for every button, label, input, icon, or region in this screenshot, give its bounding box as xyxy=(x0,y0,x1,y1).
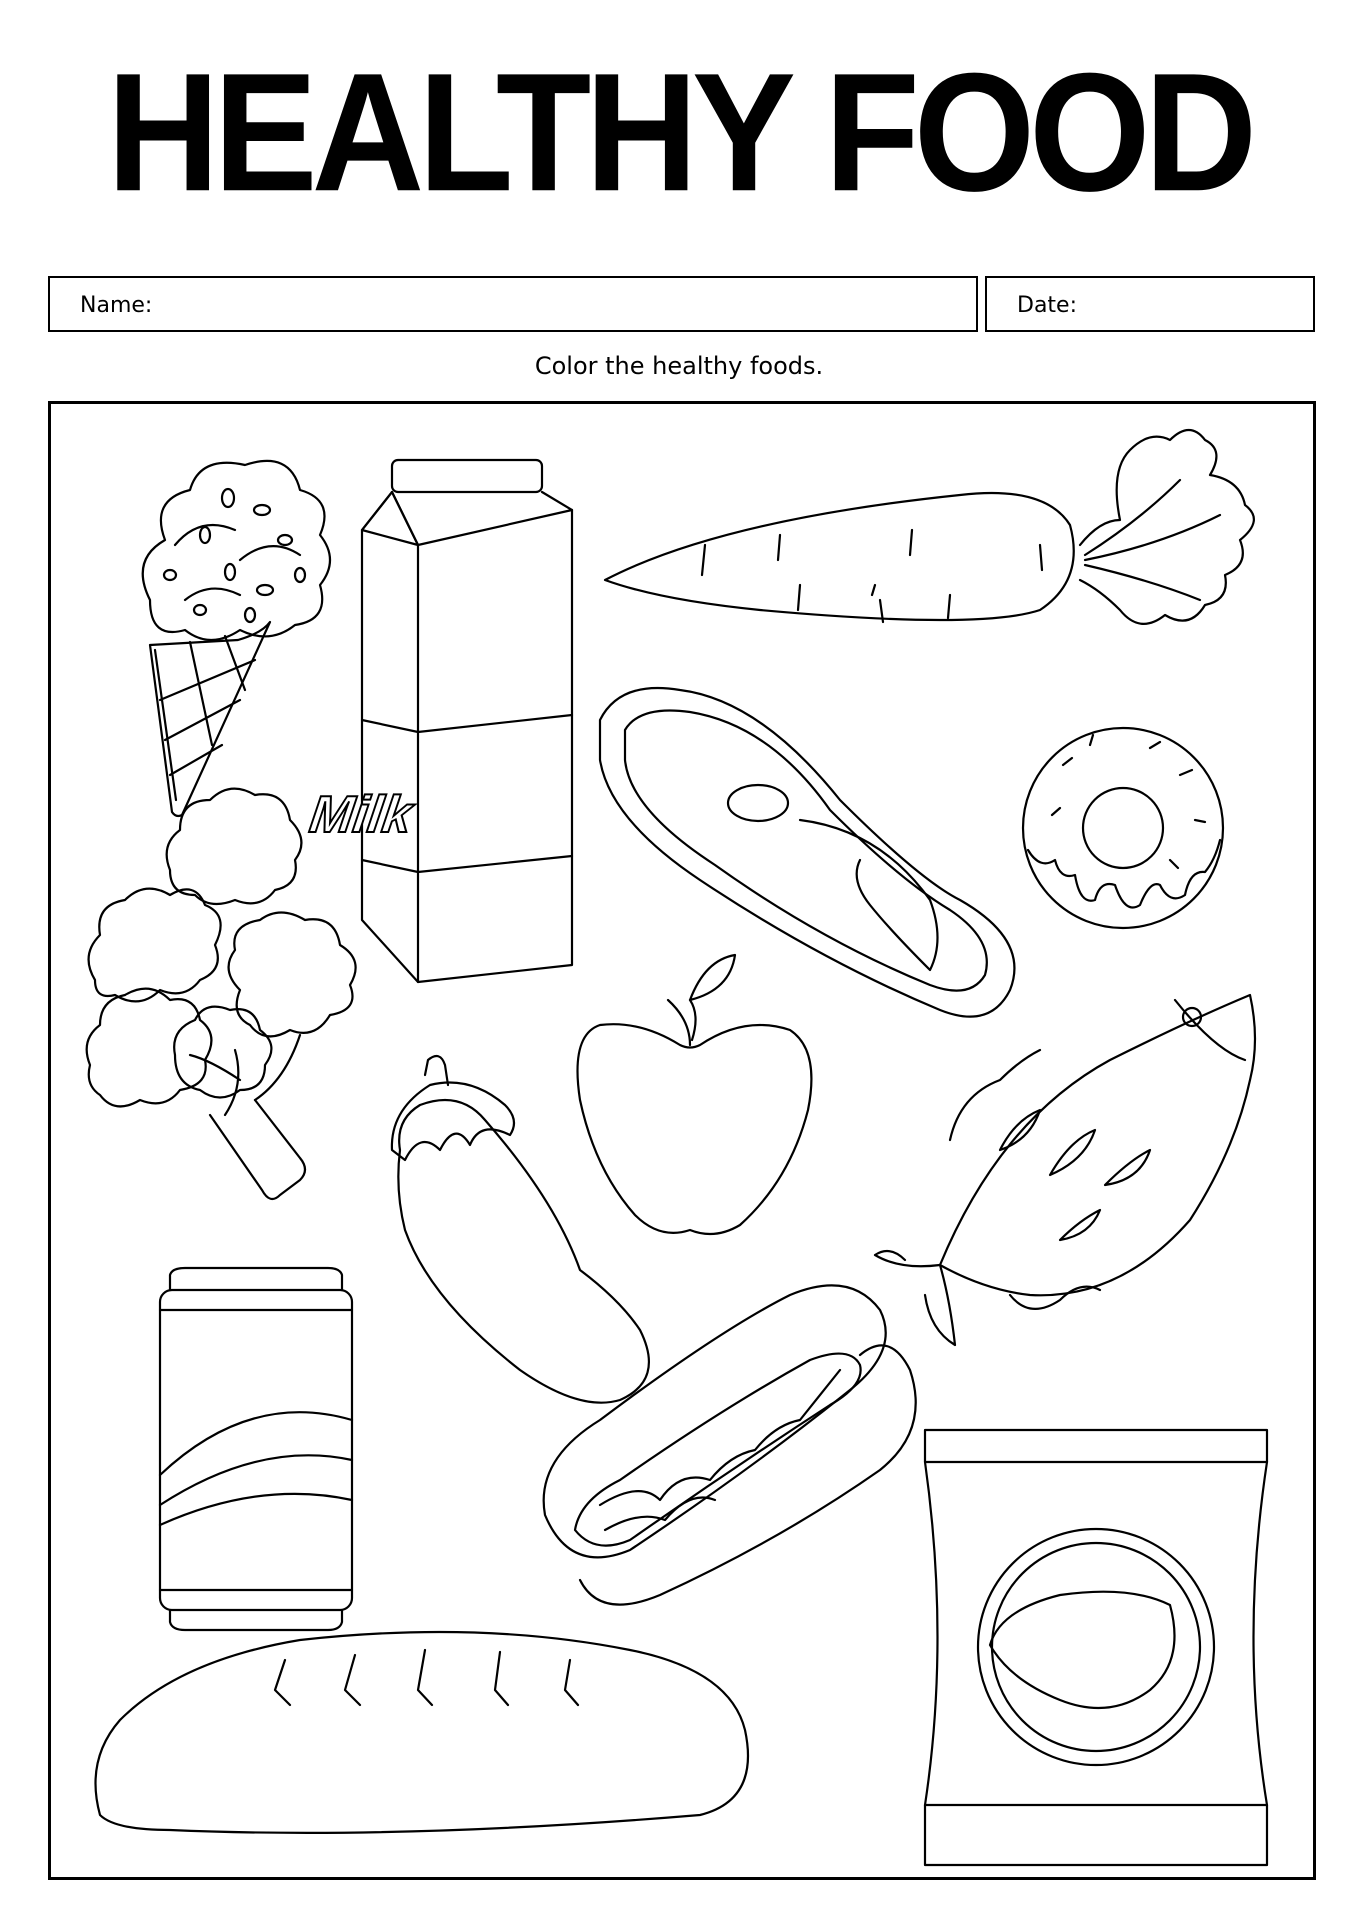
soda-can-icon[interactable] xyxy=(160,1268,352,1630)
date-label: Date: xyxy=(1017,293,1077,318)
milk-carton-icon[interactable] xyxy=(306,460,572,982)
hot-dog-icon[interactable] xyxy=(544,1285,916,1604)
chips-bag-icon[interactable] xyxy=(925,1430,1267,1865)
bread-icon[interactable] xyxy=(96,1632,749,1833)
broccoli-icon[interactable] xyxy=(87,789,356,1199)
milk-label: Milk xyxy=(306,786,416,844)
ice-cream-icon[interactable] xyxy=(143,461,330,816)
instruction-text: Color the healthy foods. xyxy=(534,352,824,380)
name-label: Name: xyxy=(80,293,153,318)
fish-icon[interactable] xyxy=(875,995,1255,1345)
worksheet-title: HEALTHY FOOD xyxy=(106,39,1252,227)
donut-icon[interactable] xyxy=(1023,728,1223,928)
eggplant-icon[interactable] xyxy=(392,1056,649,1403)
apple-icon[interactable] xyxy=(578,955,812,1234)
carrot-icon[interactable] xyxy=(605,430,1254,624)
steak-icon[interactable] xyxy=(600,688,1014,1017)
